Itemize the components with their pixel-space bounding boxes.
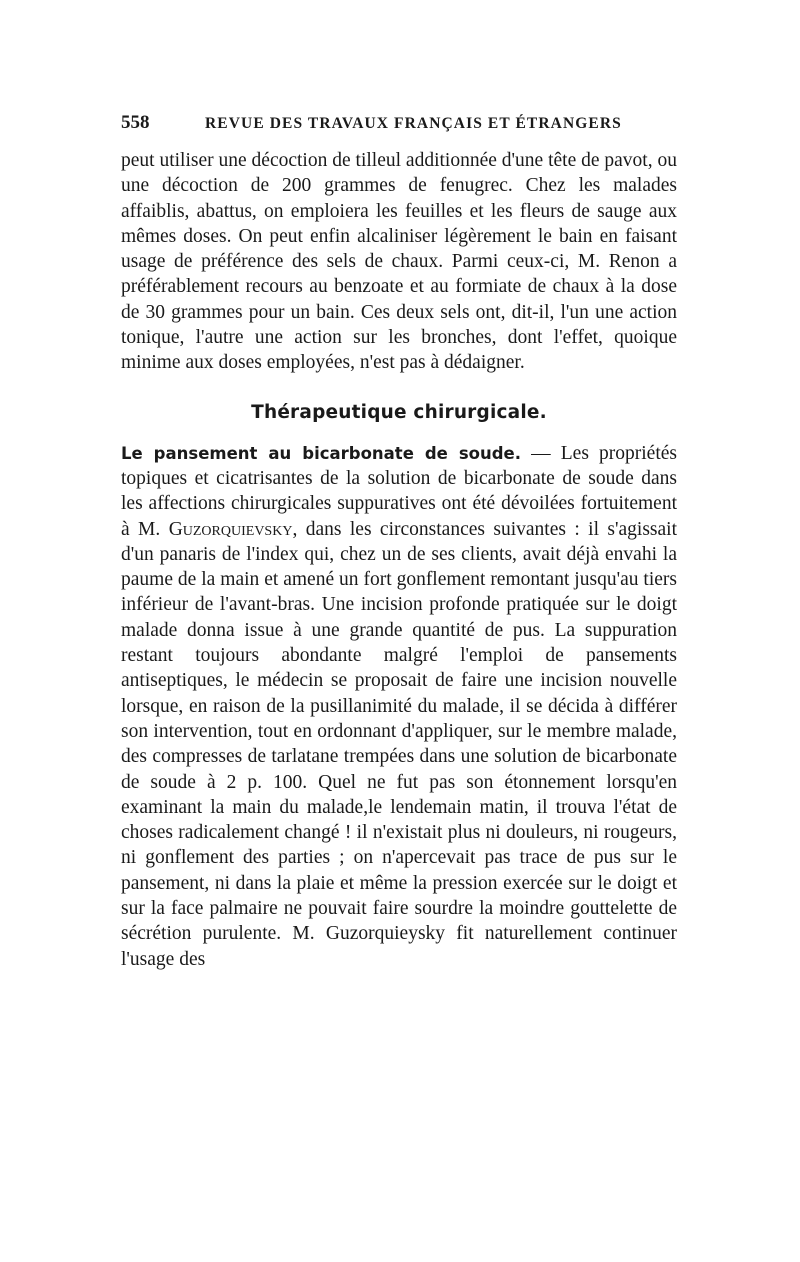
article-text-intro: — Les propriétés topiques et cicatrisantes de la solution de bicarbonate de soude dans les affections chirurgicales suppuratives ont été dévoilées fortuitement à M. <box>121 442 677 540</box>
article-paragraph <box>121 441 677 972</box>
section-heading: Thérapeutique chirurgicale. <box>251 401 547 423</box>
page-number: 558 <box>121 112 150 133</box>
running-head <box>121 112 677 148</box>
journal-title: REVUE DES TRAVAUX FRANÇAIS ET ÉTRANGERS <box>205 115 622 132</box>
author-name: Guzorquievsky <box>168 518 293 540</box>
article-text-body: , dans les circonstances suivantes : il s'agissait d'un panaris de l'index qui, chez un de ses clients, avait déjà envahi la paume de la main et amené un fort gonflement remontant jusqu'au tiers inférieur de l'avant-bras. Une incision profonde pratiquée sur le doigt malade donna issue à une grande quantité de pus. La suppuration restant toujours abondante malgré l'emploi de pansements antiseptiques, le médecin se proposait de faire une incision nouvelle lorsque, en raison de la pusillanimité du malade, il se décida à différer son intervention, tout en ordonnant d'appliquer, sur le membre malade, des compresses de tarlatane trempées dans une solution de bicarbonate de soude à 2 p. 100. Quel ne fut pas son étonnement lorsqu'en examinant la main du malade,le lendemain matin, il trouva l'état de choses radicalement changé ! il n'existait plus ni douleurs, ni rougeurs, ni gonflement des parties ; on n'apercevait pas trace de pus sur le pansement, ni dans la plaie et même la pression exercée sur le doigt et sur la face palmaire ne pouvait faire sourdre la moindre gouttelette de sécrétion purulente. M. Guzorquieysky fit naturellement continuer l'usage des <box>121 518 677 970</box>
paragraph-text: peut utiliser une décoction de tilleul additionnée d'une tête de pavot, ou une décoction de 200 grammes de fenugrec. Chez les malades affaiblis, abattus, on emploiera les feuilles et les fleurs de sauge aux mêmes doses. On peut enfin alcaliniser légèrement le bain en faisant usage de préférence des sels de chaux. Parmi ceux-ci, M. Renon a préférablement recours au benzoate et au formiate de chaux à la dose de 30 grammes pour un bain. Ces deux sels ont, dit-il, l'un une action tonique, l'autre une action sur les bronches, dont l'effet, quoique minime aux doses employées, n'est pas à dédaigner. <box>121 150 677 374</box>
page <box>121 112 677 972</box>
article-title: Le pansement au bicarbonate de soude. <box>121 443 522 463</box>
